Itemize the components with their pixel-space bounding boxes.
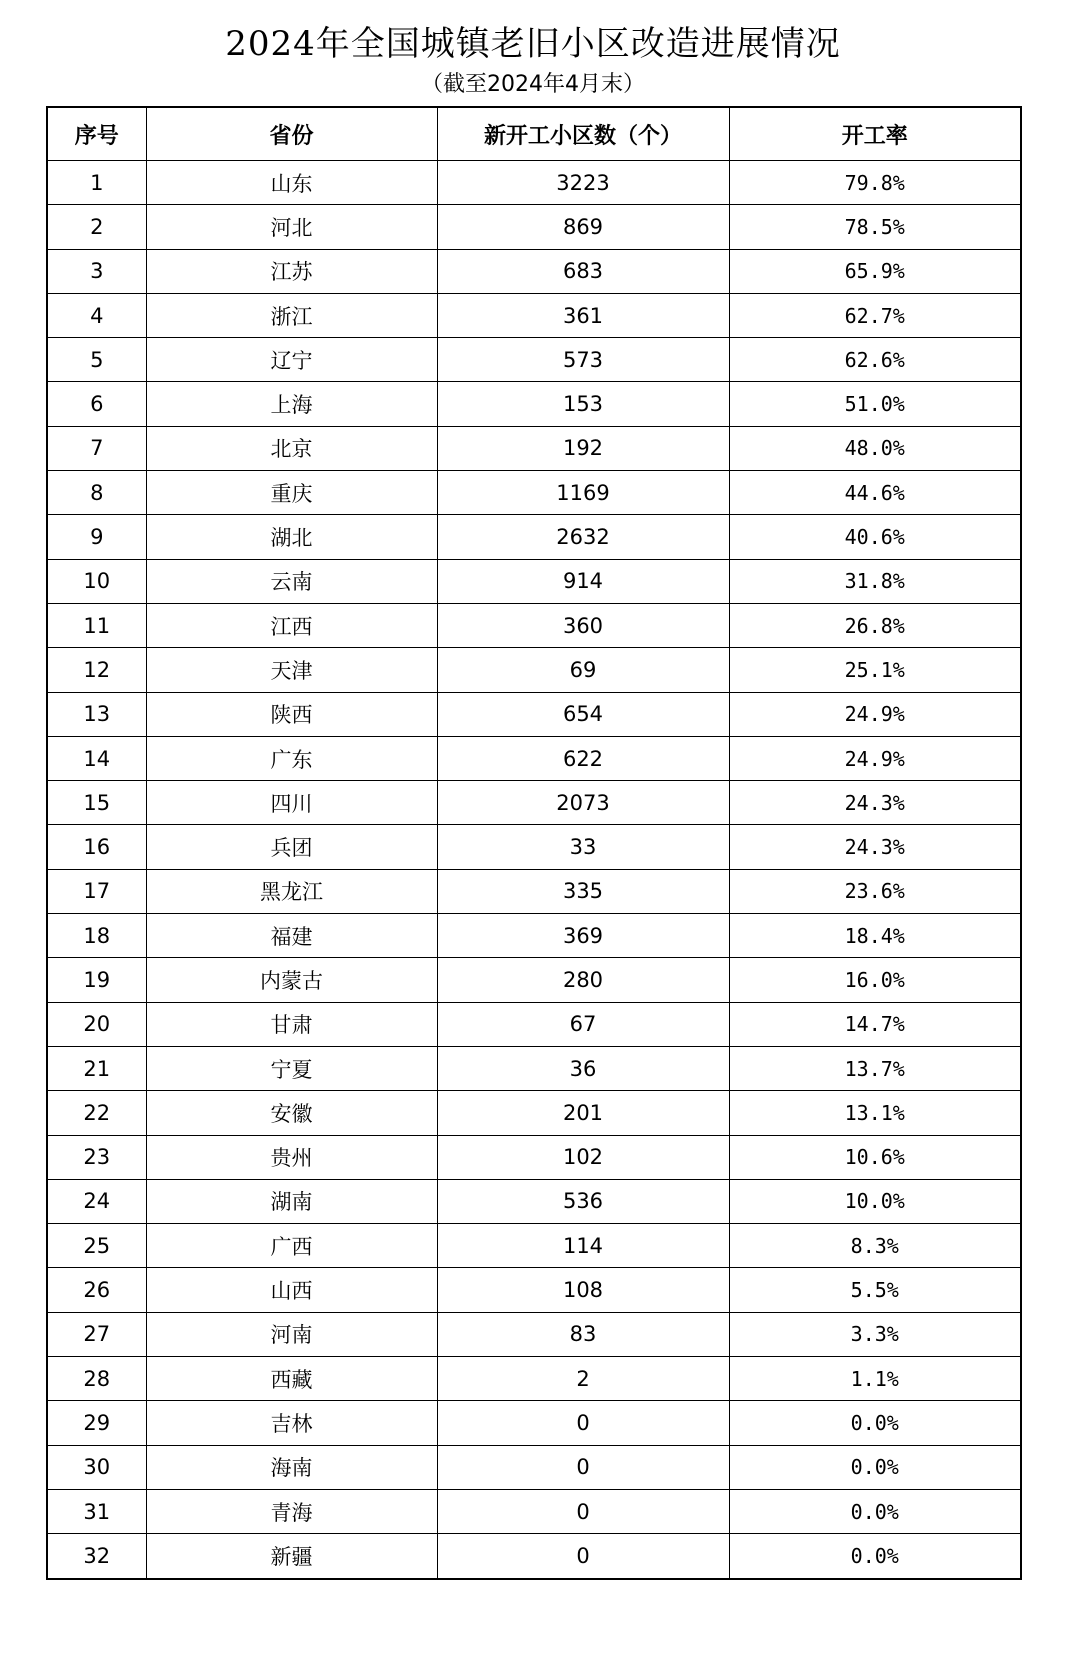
cell-province: 黑龙江 xyxy=(146,869,437,913)
header-index: 序号 xyxy=(47,107,146,161)
table-row xyxy=(47,825,1021,869)
cell-index: 1 xyxy=(47,161,146,205)
cell-province: 河南 xyxy=(146,1312,437,1356)
cell-start-rate: 10.6% xyxy=(729,1135,1021,1179)
cell-index: 3 xyxy=(47,249,146,293)
cell-start-rate: 24.9% xyxy=(729,736,1021,780)
cell-new-projects: 335 xyxy=(437,869,729,913)
table-row xyxy=(47,293,1021,337)
cell-index: 20 xyxy=(47,1002,146,1046)
cell-new-projects: 536 xyxy=(437,1179,729,1223)
cell-index: 6 xyxy=(47,382,146,426)
cell-new-projects: 622 xyxy=(437,736,729,780)
cell-index: 13 xyxy=(47,692,146,736)
cell-index: 23 xyxy=(47,1135,146,1179)
table-row xyxy=(47,1534,1021,1579)
cell-province: 广西 xyxy=(146,1224,437,1268)
cell-new-projects: 360 xyxy=(437,603,729,647)
cell-start-rate: 40.6% xyxy=(729,515,1021,559)
cell-province: 新疆 xyxy=(146,1534,437,1579)
table-row xyxy=(47,736,1021,780)
table-row xyxy=(47,382,1021,426)
table-row xyxy=(47,515,1021,559)
cell-index: 7 xyxy=(47,426,146,470)
cell-new-projects: 114 xyxy=(437,1224,729,1268)
cell-start-rate: 24.9% xyxy=(729,692,1021,736)
cell-province: 云南 xyxy=(146,559,437,603)
cell-new-projects: 654 xyxy=(437,692,729,736)
cell-index: 25 xyxy=(47,1224,146,1268)
cell-index: 12 xyxy=(47,648,146,692)
cell-start-rate: 0.0% xyxy=(729,1445,1021,1489)
cell-new-projects: 0 xyxy=(437,1401,729,1445)
cell-new-projects: 108 xyxy=(437,1268,729,1312)
cell-index: 28 xyxy=(47,1357,146,1401)
table-row xyxy=(47,205,1021,249)
table-row xyxy=(47,1312,1021,1356)
cell-province: 浙江 xyxy=(146,293,437,337)
cell-start-rate: 48.0% xyxy=(729,426,1021,470)
cell-province: 安徽 xyxy=(146,1091,437,1135)
cell-start-rate: 0.0% xyxy=(729,1489,1021,1533)
table-row xyxy=(47,249,1021,293)
cell-province: 西藏 xyxy=(146,1357,437,1401)
table-row xyxy=(47,1135,1021,1179)
cell-new-projects: 0 xyxy=(437,1534,729,1579)
cell-new-projects: 36 xyxy=(437,1046,729,1090)
table-row xyxy=(47,426,1021,470)
cell-new-projects: 3223 xyxy=(437,161,729,205)
cell-start-rate: 14.7% xyxy=(729,1002,1021,1046)
cell-province: 辽宁 xyxy=(146,338,437,382)
cell-province: 陕西 xyxy=(146,692,437,736)
cell-new-projects: 102 xyxy=(437,1135,729,1179)
table-row xyxy=(47,648,1021,692)
cell-index: 5 xyxy=(47,338,146,382)
cell-new-projects: 192 xyxy=(437,426,729,470)
cell-start-rate: 26.8% xyxy=(729,603,1021,647)
cell-start-rate: 23.6% xyxy=(729,869,1021,913)
table-row xyxy=(47,914,1021,958)
header-new-projects: 新开工小区数（个） xyxy=(437,107,729,161)
table-row xyxy=(47,161,1021,205)
cell-province: 吉林 xyxy=(146,1401,437,1445)
cell-index: 29 xyxy=(47,1401,146,1445)
cell-province: 山西 xyxy=(146,1268,437,1312)
cell-index: 27 xyxy=(47,1312,146,1356)
cell-start-rate: 62.6% xyxy=(729,338,1021,382)
cell-new-projects: 683 xyxy=(437,249,729,293)
cell-start-rate: 0.0% xyxy=(729,1401,1021,1445)
cell-province: 广东 xyxy=(146,736,437,780)
table-row xyxy=(47,1268,1021,1312)
cell-index: 14 xyxy=(47,736,146,780)
cell-index: 10 xyxy=(47,559,146,603)
cell-index: 31 xyxy=(47,1489,146,1533)
cell-province: 福建 xyxy=(146,914,437,958)
cell-province: 天津 xyxy=(146,648,437,692)
table-body xyxy=(47,161,1021,1579)
cell-new-projects: 869 xyxy=(437,205,729,249)
cell-index: 2 xyxy=(47,205,146,249)
cell-new-projects: 573 xyxy=(437,338,729,382)
cell-new-projects: 83 xyxy=(437,1312,729,1356)
cell-new-projects: 201 xyxy=(437,1091,729,1135)
cell-new-projects: 2073 xyxy=(437,781,729,825)
cell-new-projects: 2632 xyxy=(437,515,729,559)
cell-start-rate: 78.5% xyxy=(729,205,1021,249)
table-row xyxy=(47,1224,1021,1268)
cell-province: 重庆 xyxy=(146,471,437,515)
cell-start-rate: 16.0% xyxy=(729,958,1021,1002)
cell-start-rate: 24.3% xyxy=(729,825,1021,869)
cell-start-rate: 1.1% xyxy=(729,1357,1021,1401)
progress-table xyxy=(46,106,1022,1580)
cell-index: 32 xyxy=(47,1534,146,1579)
table-row xyxy=(47,1489,1021,1533)
cell-new-projects: 153 xyxy=(437,382,729,426)
cell-province: 河北 xyxy=(146,205,437,249)
table-row xyxy=(47,781,1021,825)
cell-start-rate: 62.7% xyxy=(729,293,1021,337)
cell-province: 海南 xyxy=(146,1445,437,1489)
cell-province: 北京 xyxy=(146,426,437,470)
cell-index: 16 xyxy=(47,825,146,869)
cell-index: 4 xyxy=(47,293,146,337)
table-row xyxy=(47,958,1021,1002)
cell-start-rate: 44.6% xyxy=(729,471,1021,515)
cell-province: 上海 xyxy=(146,382,437,426)
cell-index: 18 xyxy=(47,914,146,958)
table-row xyxy=(47,1401,1021,1445)
cell-province: 宁夏 xyxy=(146,1046,437,1090)
table-row xyxy=(47,559,1021,603)
cell-new-projects: 67 xyxy=(437,1002,729,1046)
header-start-rate: 开工率 xyxy=(729,107,1021,161)
cell-start-rate: 51.0% xyxy=(729,382,1021,426)
cell-new-projects: 0 xyxy=(437,1489,729,1533)
cell-index: 26 xyxy=(47,1268,146,1312)
cell-index: 19 xyxy=(47,958,146,1002)
cell-start-rate: 13.1% xyxy=(729,1091,1021,1135)
cell-new-projects: 369 xyxy=(437,914,729,958)
cell-start-rate: 8.3% xyxy=(729,1224,1021,1268)
table-row xyxy=(47,1445,1021,1489)
page-title: 2024年全国城镇老旧小区改造进展情况 xyxy=(225,24,841,64)
cell-index: 8 xyxy=(47,471,146,515)
table-header-row xyxy=(47,107,1021,161)
table-row xyxy=(47,338,1021,382)
cell-province: 贵州 xyxy=(146,1135,437,1179)
cell-new-projects: 280 xyxy=(437,958,729,1002)
cell-start-rate: 25.1% xyxy=(729,648,1021,692)
table-row xyxy=(47,1046,1021,1090)
cell-province: 江西 xyxy=(146,603,437,647)
cell-start-rate: 18.4% xyxy=(729,914,1021,958)
cell-new-projects: 33 xyxy=(437,825,729,869)
cell-new-projects: 2 xyxy=(437,1357,729,1401)
cell-new-projects: 914 xyxy=(437,559,729,603)
cell-new-projects: 69 xyxy=(437,648,729,692)
cell-province: 内蒙古 xyxy=(146,958,437,1002)
cell-start-rate: 79.8% xyxy=(729,161,1021,205)
cell-index: 22 xyxy=(47,1091,146,1135)
table-row xyxy=(47,471,1021,515)
cell-index: 9 xyxy=(47,515,146,559)
header-province: 省份 xyxy=(146,107,437,161)
cell-province: 四川 xyxy=(146,781,437,825)
cell-province: 山东 xyxy=(146,161,437,205)
cell-province: 湖南 xyxy=(146,1179,437,1223)
cell-index: 15 xyxy=(47,781,146,825)
cell-index: 11 xyxy=(47,603,146,647)
cell-province: 青海 xyxy=(146,1489,437,1533)
cell-start-rate: 10.0% xyxy=(729,1179,1021,1223)
table-row xyxy=(47,1357,1021,1401)
cell-new-projects: 0 xyxy=(437,1445,729,1489)
cell-index: 30 xyxy=(47,1445,146,1489)
cell-start-rate: 5.5% xyxy=(729,1268,1021,1312)
cell-start-rate: 65.9% xyxy=(729,249,1021,293)
cell-province: 湖北 xyxy=(146,515,437,559)
cell-index: 21 xyxy=(47,1046,146,1090)
table-row xyxy=(47,869,1021,913)
table-row xyxy=(47,692,1021,736)
cell-new-projects: 361 xyxy=(437,293,729,337)
cell-start-rate: 3.3% xyxy=(729,1312,1021,1356)
cell-new-projects: 1169 xyxy=(437,471,729,515)
cell-index: 17 xyxy=(47,869,146,913)
page-subtitle: （截至2024年4月末） xyxy=(421,72,645,97)
cell-start-rate: 24.3% xyxy=(729,781,1021,825)
cell-start-rate: 0.0% xyxy=(729,1534,1021,1579)
cell-province: 甘肃 xyxy=(146,1002,437,1046)
table-row xyxy=(47,1179,1021,1223)
cell-province: 江苏 xyxy=(146,249,437,293)
cell-start-rate: 13.7% xyxy=(729,1046,1021,1090)
table-row xyxy=(47,1091,1021,1135)
table-row xyxy=(47,1002,1021,1046)
cell-index: 24 xyxy=(47,1179,146,1223)
cell-province: 兵团 xyxy=(146,825,437,869)
cell-start-rate: 31.8% xyxy=(729,559,1021,603)
table-row xyxy=(47,603,1021,647)
